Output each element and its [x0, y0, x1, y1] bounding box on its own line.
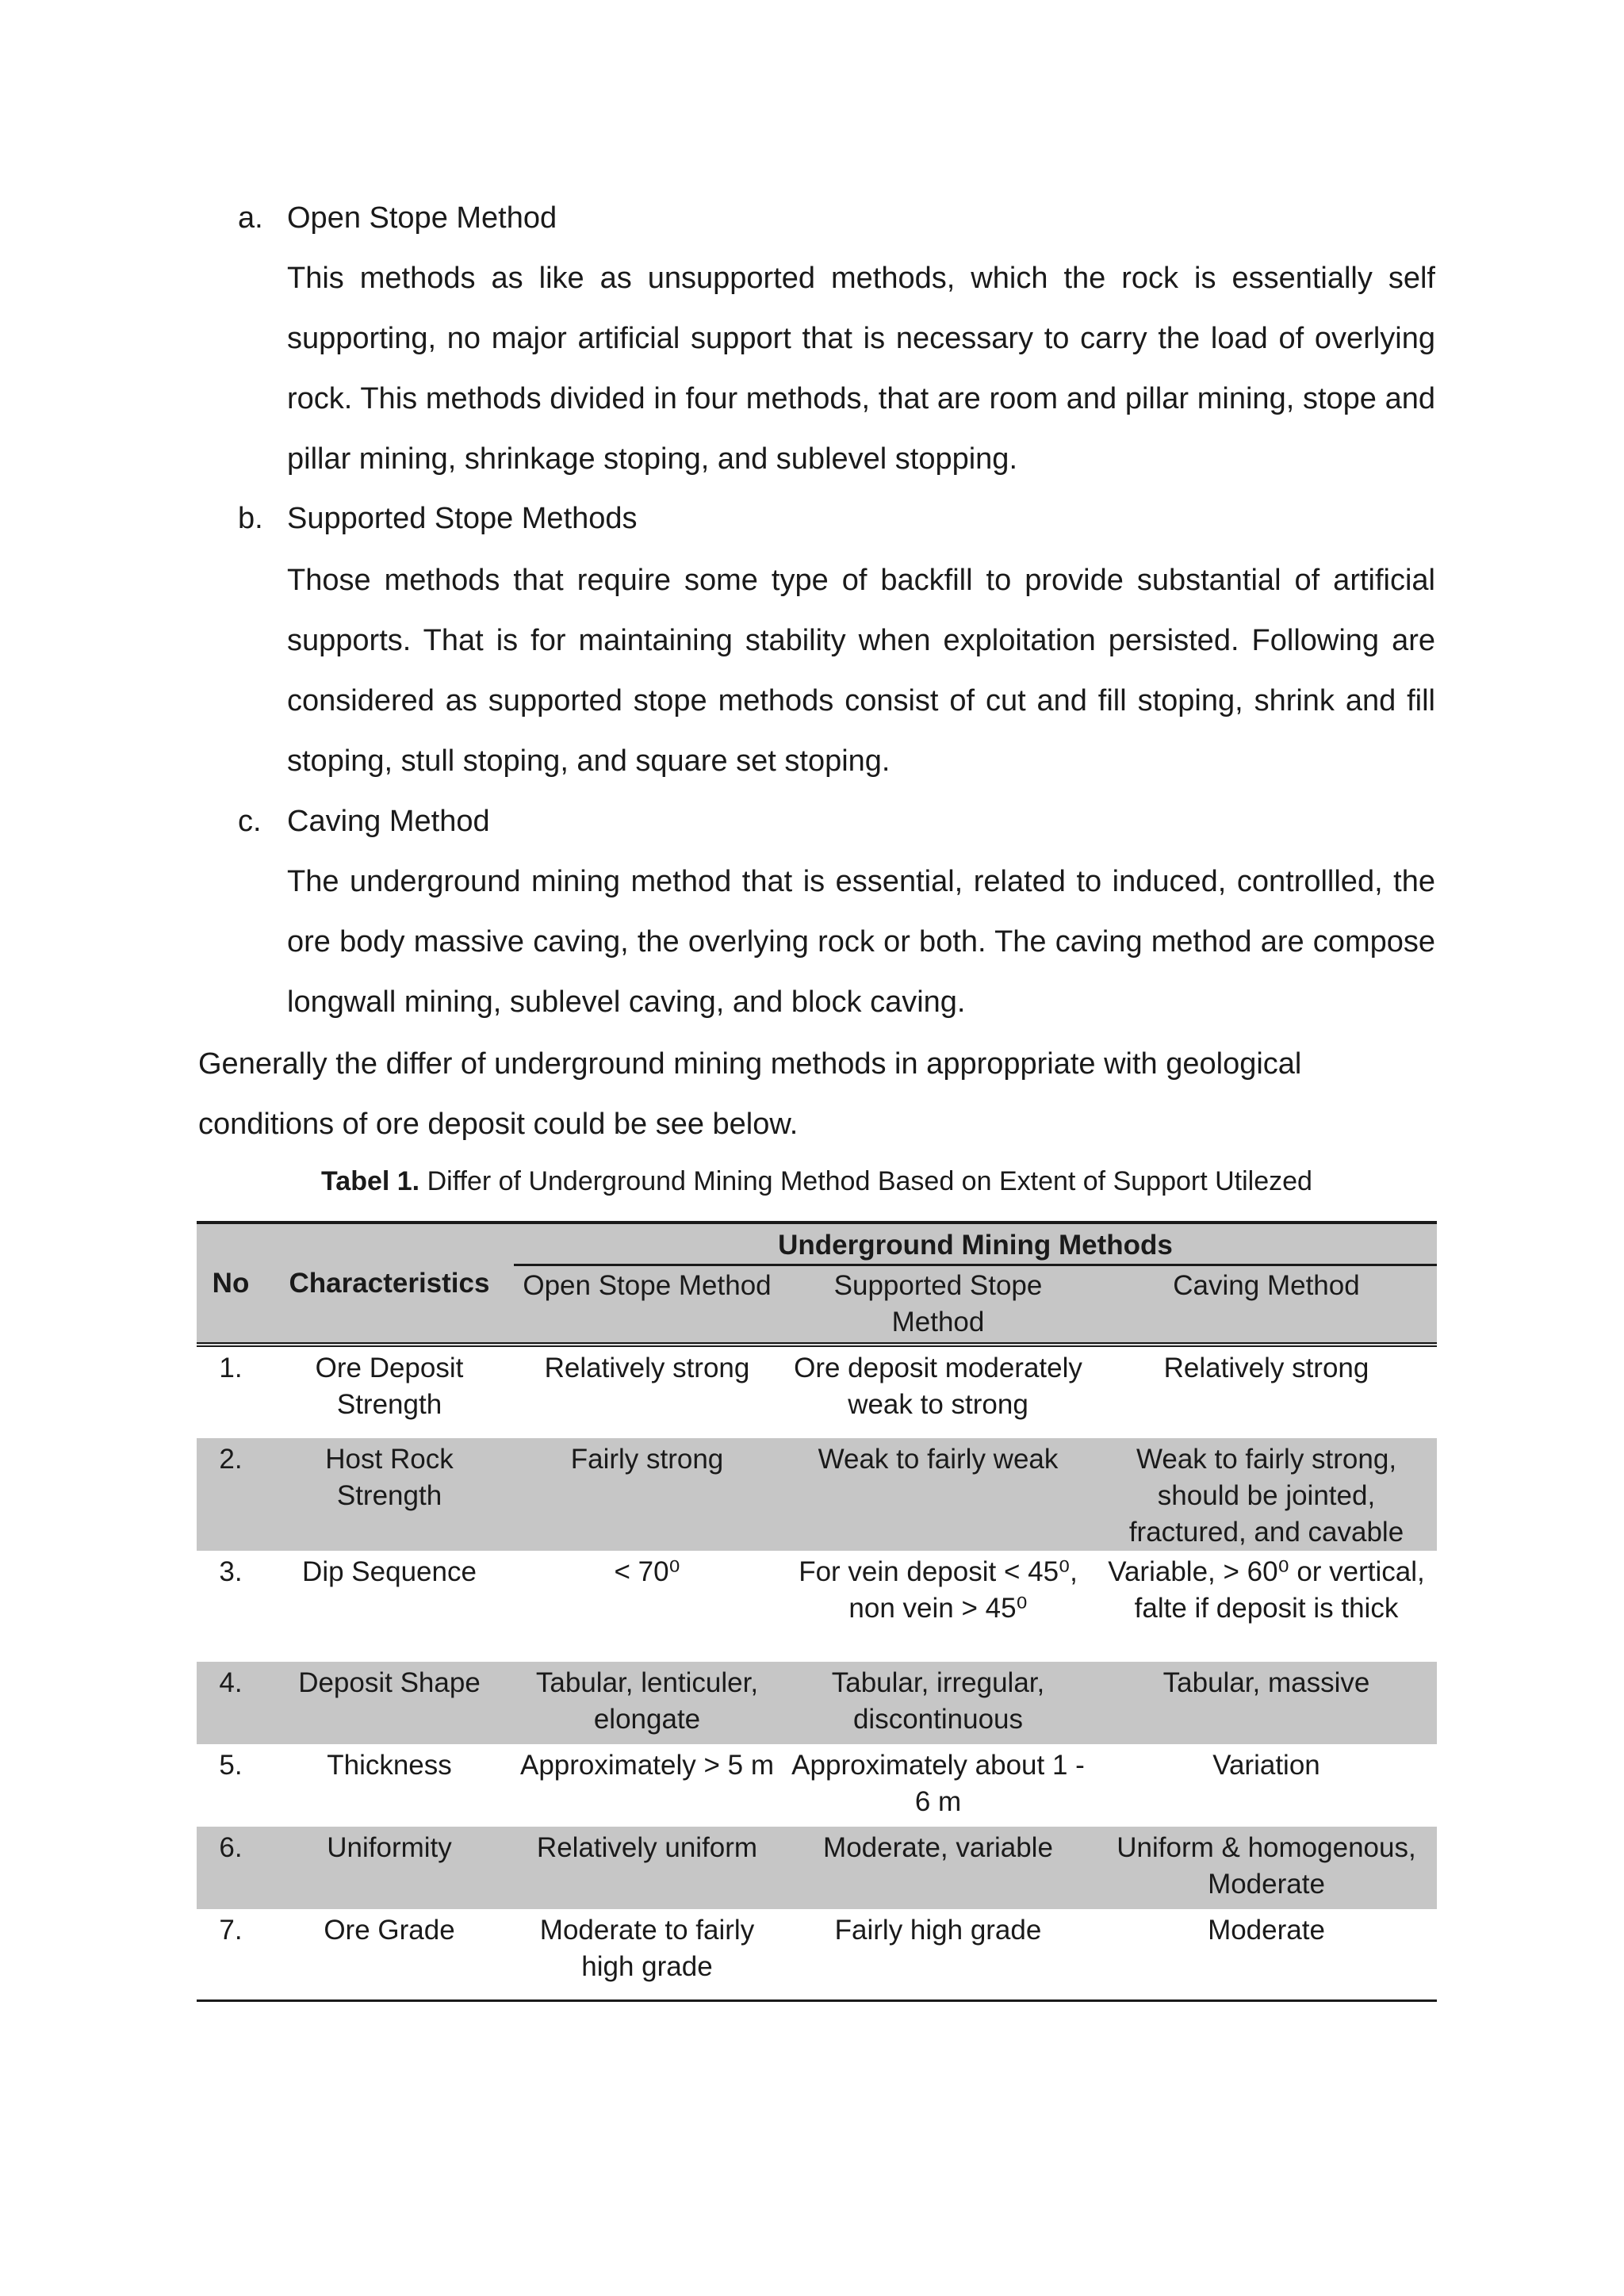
cell-caving: Relatively strong — [1096, 1345, 1437, 1438]
header-no: No — [197, 1223, 265, 1345]
cell-no: 2. — [197, 1438, 265, 1551]
cell-caving: Uniform & homogenous, Moderate — [1096, 1827, 1437, 1909]
cell-no: 3. — [219, 1556, 243, 1587]
cell-caving: Weak to fairly strong, should be jointed, fractured, and cavable — [1096, 1438, 1437, 1551]
cell-supported: Tabular, irregular, discontinuous — [780, 1662, 1096, 1744]
table-row — [197, 1662, 1437, 1744]
cell-supported: Approximately about 1 - 6 m — [791, 1750, 1085, 1817]
cell-caving: Moderate — [1096, 1909, 1437, 2001]
section-a-title: Open Stope Method — [287, 201, 557, 235]
cell-characteristic: Thickness — [327, 1750, 452, 1781]
section-b-letter: b. — [238, 502, 263, 535]
table-row — [197, 1909, 1437, 2001]
section-a-letter: a. — [238, 201, 263, 235]
cell-no: 7. — [197, 1909, 265, 2001]
cell-open: Relatively uniform — [514, 1827, 780, 1909]
cell-open: Moderate to fairly high grade — [514, 1909, 780, 2001]
table-row — [197, 1438, 1437, 1551]
table-row — [197, 1345, 1437, 1438]
header-open-stope: Open Stope Method — [514, 1265, 780, 1345]
cell-supported: Fairly high grade — [780, 1909, 1096, 2001]
header-caving: Caving Method — [1096, 1265, 1437, 1345]
cell-supported: Ore deposit moderately weak to strong — [780, 1345, 1096, 1438]
table-caption-label: Tabel 1. — [321, 1166, 420, 1196]
cell-characteristic: Host Rock Strength — [265, 1438, 514, 1551]
cell-caving: Variation — [1212, 1750, 1320, 1781]
mining-methods-table — [197, 1221, 1437, 2002]
table-row — [197, 1744, 1437, 1827]
section-b-body: Those methods that require some type of backfill to provide substantial of artificial supports. That is for maintaining stability when exploitation persisted. Following are considered as supported stope methods consist of cut and fill stoping, shrink and fill stoping, stull stoping, and square set stoping. — [287, 564, 1435, 778]
table-caption-text: Differ of Underground Mining Method Based on Extent of Support Utilezed — [419, 1166, 1312, 1196]
header-supported-stope: Supported Stope Method — [780, 1265, 1096, 1345]
section-b-title: Supported Stope Methods — [287, 502, 638, 535]
cell-open: < 70⁰ — [614, 1556, 680, 1587]
cell-no: 1. — [197, 1345, 265, 1438]
cell-no: 5. — [219, 1750, 243, 1781]
cell-characteristic: Uniformity — [265, 1827, 514, 1909]
cell-caving: Variable, > 60⁰ or vertical, falte if deposit is thick — [1108, 1556, 1425, 1624]
section-a-body: This methods as like as unsupported methods, which the rock is essentially self supporting, no major artificial support that is necessary to carry the load of overlying rock. This methods divided in four methods, that are room and pillar mining, stope and pillar mining, shrinkage stoping, and sublevel stopping. — [287, 262, 1435, 476]
cell-caving: Tabular, massive — [1096, 1662, 1437, 1744]
cell-supported: Moderate, variable — [780, 1827, 1096, 1909]
intro-paragraph: Generally the differ of underground mining methods in approppriate with geological conditions of ore deposit could be see below. — [198, 1047, 1302, 1141]
cell-no: 4. — [197, 1662, 265, 1744]
cell-open: Fairly strong — [514, 1438, 780, 1551]
section-c-letter: c. — [238, 805, 262, 838]
header-characteristics: Characteristics — [265, 1223, 514, 1345]
cell-open: Relatively strong — [514, 1345, 780, 1438]
header-group: Underground Mining Methods — [514, 1223, 1437, 1265]
cell-no: 6. — [197, 1827, 265, 1909]
table-row — [197, 1827, 1437, 1909]
cell-open: Approximately > 5 m — [520, 1750, 774, 1781]
section-c-title: Caving Method — [287, 805, 490, 838]
cell-characteristic: Deposit Shape — [265, 1662, 514, 1744]
section-c-body: The underground mining method that is essential, related to induced, controllled, the ore body massive caving, the overlying rock or both. The caving method are compose longwall mining, sublevel caving, and block caving. — [287, 865, 1435, 1019]
cell-characteristic: Ore Deposit Strength — [265, 1345, 514, 1438]
cell-supported: Weak to fairly weak — [780, 1438, 1096, 1551]
table-caption — [198, 1165, 1435, 1197]
table-row — [197, 1551, 1437, 1662]
cell-open: Tabular, lenticuler, elongate — [514, 1662, 780, 1744]
cell-supported: For vein deposit < 45⁰, non vein > 45⁰ — [799, 1556, 1078, 1624]
cell-characteristic: Ore Grade — [265, 1909, 514, 2001]
cell-characteristic: Dip Sequence — [302, 1556, 477, 1587]
